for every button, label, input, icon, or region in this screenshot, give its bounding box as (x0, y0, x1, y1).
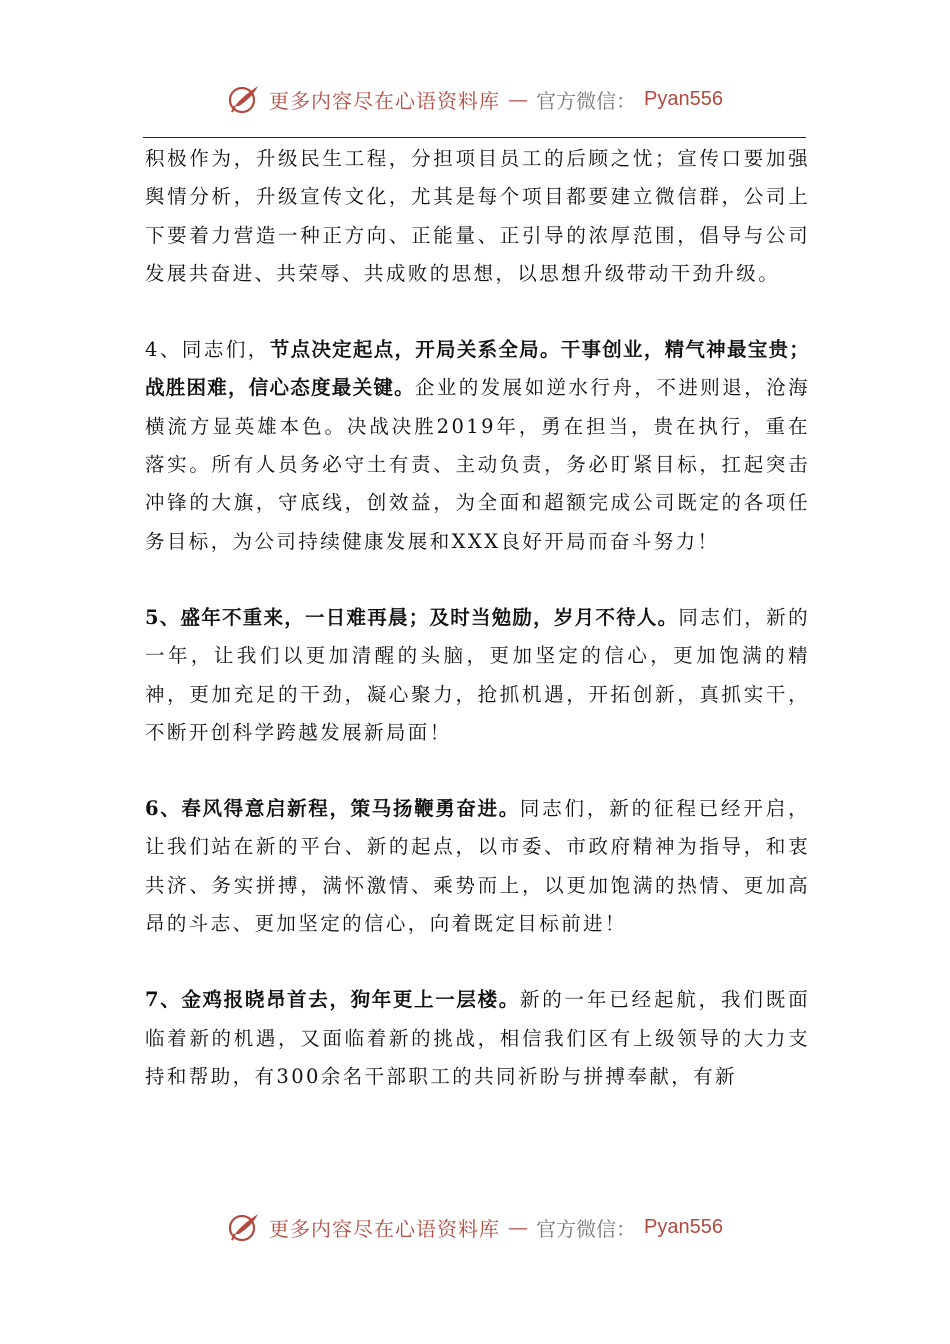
paragraph-text: 同志们，新的一年，让我们以更加清醒的头脑，更加坚定的信心，更加饱满的精神，更加充足的干劲，凝心聚力，抢抓机遇，开拓创新，真抓实干，不断开创科学跨越发展新局面！ (145, 605, 810, 744)
document-body (145, 140, 810, 1096)
paragraph-text: 同志们，新的征程已经开启，让我们站在新的平台、新的起点，以市委、市政府精神为指导，和衷共济、务实拼搏，满怀激情、乘势而上，以更加饱满的热情、更加高昂的斗志、更加坚定的信心，向着既定目标前进！ (145, 797, 810, 936)
watermark-brand: 更多内容尽在心语资料库 (269, 88, 501, 113)
paragraph-text: 积极作为，升级民生工程，分担项目员工的后顾之忧；宣传口要加强舆情分析，升级宣传文化，尤其是每个项目都要建立微信群，公司上下要着力营造一种正方向、正能量、正引导的浓厚范围，倡导与公司发展共奋进、共荣辱、共成败的思想，以思想升级带动干劲升级。 (145, 147, 810, 285)
paragraph-4 (145, 331, 810, 561)
paragraph-lead: 节点决定起点，开局关系全局。干事创业，精气神最宝贵；战胜困难，信心态度最关键。 (145, 338, 811, 400)
paragraph-lead: 5、盛年不重来，一日难再晨；及时当勉励，岁月不待人。 (145, 605, 679, 629)
watermark-separator: — (508, 87, 529, 111)
header-watermark (0, 82, 950, 116)
quill-logo-icon (227, 1210, 261, 1244)
paragraph-continuation (145, 140, 810, 293)
paragraph-lead: 6、春风得意启新程，策马扬鞭勇奋进。 (145, 797, 520, 821)
watermark-separator: — (508, 1215, 529, 1239)
watermark-official-label: 官方微信： (536, 88, 637, 113)
watermark-brand: 更多内容尽在心语资料库 (269, 1216, 501, 1241)
footer-watermark (0, 1210, 950, 1244)
paragraph-lead: 7、金鸡报晓昂首去，狗年更上一层楼。 (145, 988, 520, 1012)
paragraph-text: 新的一年已经起航，我们既面临着新的机遇，又面临着新的挑战，相信我们区有上级领导的大力支持和帮助，有300余名干部职工的共同祈盼与拼搏奉献，有新 (145, 988, 810, 1088)
quill-logo-icon (227, 82, 261, 116)
watermark-handle: Pyan556 (644, 1215, 723, 1238)
paragraph-7 (145, 981, 810, 1096)
paragraph-6 (145, 790, 810, 943)
watermark-official-label: 官方微信： (536, 1216, 637, 1241)
paragraph-text: 企业的发展如逆水行舟，不进则退，沧海横流方显英雄本色。决战决胜2019年，勇在担当，贵在执行，重在落实。所有人员务必守土有责、主动负责，务必盯紧目标，扛起突击冲锋的大旗，守底线，创效益，为全面和超额完成公司既定的各项任务目标，为公司持续健康发展和XXX良好开局而奋斗努力！ (145, 376, 811, 553)
paragraph-5 (145, 599, 810, 752)
watermark-handle: Pyan556 (644, 87, 723, 110)
header-divider (143, 137, 806, 138)
paragraph-prefix: 4、同志们， (145, 338, 270, 362)
